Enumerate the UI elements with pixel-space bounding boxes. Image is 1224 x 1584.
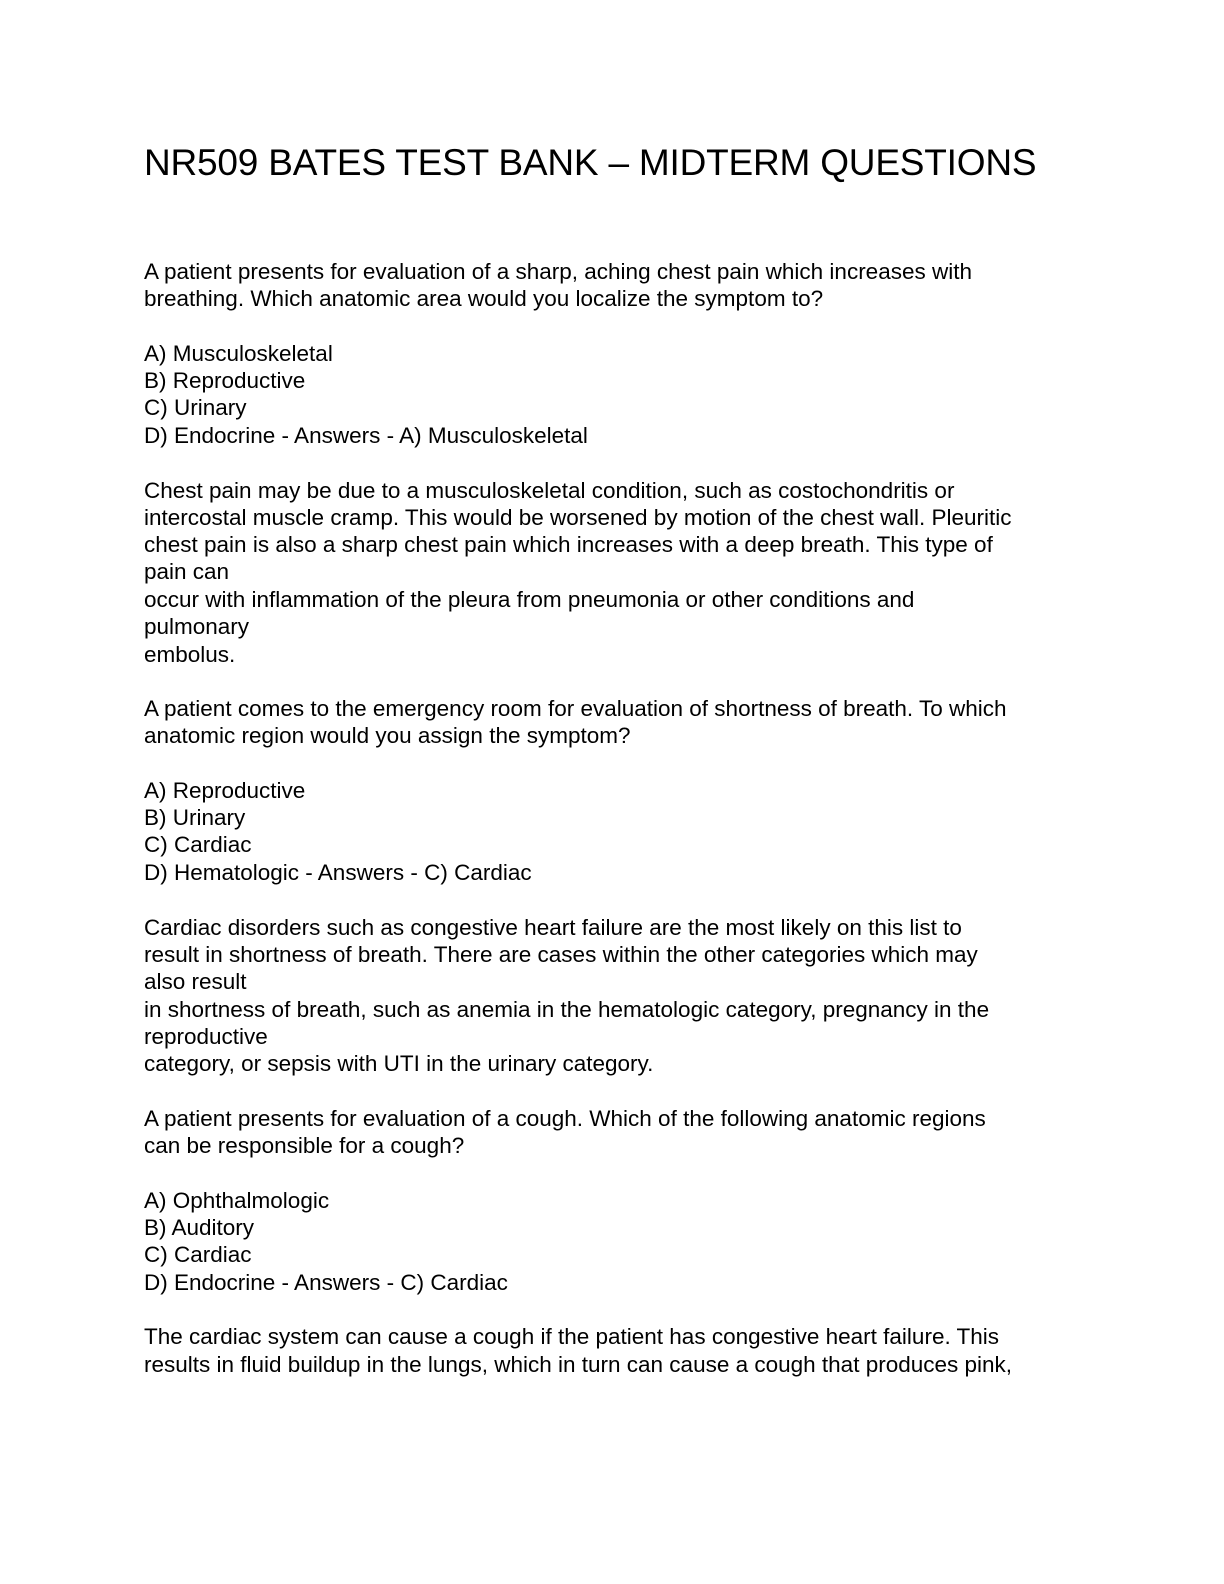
question-3-text-line: A patient presents for evaluation of a cough. Which of the following anatomic regions [144, 1106, 986, 1131]
document-title: NR509 BATES TEST BANK – MIDTERM QUESTIONS [144, 142, 1037, 183]
question-3-option-a: A) Ophthalmologic [144, 1188, 330, 1213]
question-3-option-b: B) Auditory [144, 1215, 255, 1240]
question-1-explanation-line: intercostal muscle cramp. This would be worsened by motion of the chest wall. Pleuritic [144, 505, 1012, 530]
question-2-option-c: C) Cardiac [144, 832, 252, 857]
question-2-explanation-line: result in shortness of breath. There are cases within the other categories which may [144, 942, 978, 967]
question-2-option-d-answer: D) Hematologic - Answers - C) Cardiac [144, 860, 532, 885]
question-3-explanation-line: results in fluid buildup in the lungs, which in turn can cause a cough that produces pink, [144, 1352, 1013, 1377]
question-2-explanation-line: reproductive [144, 1024, 268, 1049]
question-2-explanation-line: category, or sepsis with UTI in the urinary category. [144, 1051, 654, 1076]
question-2-explanation-line: Cardiac disorders such as congestive heart failure are the most likely on this list to [144, 915, 962, 940]
question-1-explanation-line: occur with inflammation of the pleura from pneumonia or other conditions and [144, 587, 915, 612]
question-2-option-a: A) Reproductive [144, 778, 306, 803]
question-1-explanation-line: pain can [144, 559, 230, 584]
question-1-explanation-line: pulmonary [144, 614, 250, 639]
question-1-option-b: B) Reproductive [144, 368, 306, 393]
question-1-explanation-line: chest pain is also a sharp chest pain which increases with a deep breath. This type of [144, 532, 993, 557]
question-2-option-b: B) Urinary [144, 805, 246, 830]
question-1-explanation-line: Chest pain may be due to a musculoskeletal condition, such as costochondritis or [144, 478, 955, 503]
question-2-explanation-line: in shortness of breath, such as anemia in the hematologic category, pregnancy in the [144, 997, 990, 1022]
question-1-option-d-answer: D) Endocrine - Answers - A) Musculoskeletal [144, 423, 588, 448]
question-1-option-a: A) Musculoskeletal [144, 341, 333, 366]
question-1-text-line: A patient presents for evaluation of a sharp, aching chest pain which increases with [144, 259, 972, 284]
question-2-explanation-line: also result [144, 969, 247, 994]
question-3-option-c: C) Cardiac [144, 1242, 252, 1267]
question-2-text-line: anatomic region would you assign the symptom? [144, 723, 631, 748]
question-3-explanation-line: The cardiac system can cause a cough if the patient has congestive heart failure. This [144, 1324, 1000, 1349]
question-1-option-c: C) Urinary [144, 395, 247, 420]
question-2-text-line: A patient comes to the emergency room for evaluation of shortness of breath. To which [144, 696, 1007, 721]
question-1-explanation-line: embolus. [144, 642, 236, 667]
question-3-option-d-answer: D) Endocrine - Answers - C) Cardiac [144, 1270, 508, 1295]
question-3-text-line: can be responsible for a cough? [144, 1133, 465, 1158]
question-1-text-line: breathing. Which anatomic area would you localize the symptom to? [144, 286, 824, 311]
